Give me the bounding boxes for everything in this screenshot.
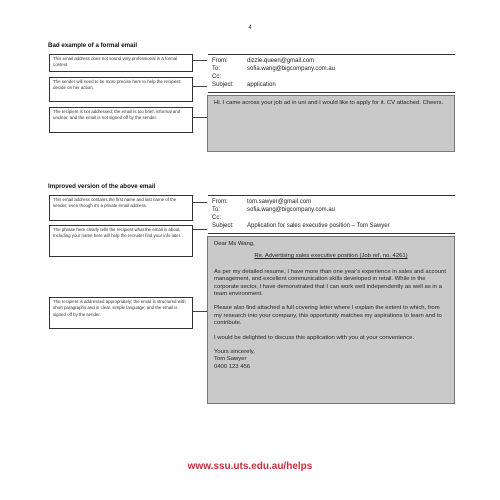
connector-line [193,86,207,87]
to-value: sofia.wang@bigcompany.com.au [247,207,336,213]
subject-label: Subject: [212,82,234,88]
connector-line [193,202,207,203]
email-signoff: Yours sincerely, [214,349,255,356]
email-sender-name: Tom Sawyer [214,356,247,363]
bad-to-row [212,66,335,72]
bad-example-title: Bad example of a formal email [48,42,138,49]
subject-value: application [247,82,276,88]
bad-note-body: The recipient is not addressed; the email is too brief, informal and unclear; and the email is not signed off by the sender. [49,107,193,133]
good-from-row [212,199,311,205]
to-value: sofia.wang@bigcompany.com.au [247,66,336,72]
good-example-title: Improved version of the above email [48,183,156,190]
bad-subject-row [212,82,276,88]
bad-note-email-address: This email address does not sound very professional in a formal context. [49,54,193,72]
connector-line [193,229,207,230]
email-paragraph-1: As per my detailed resume, I have more than one year's experience in sales and account management, and excellent communication skills developed in retail. While in the corporate sector, I have demonstrated that I can work well independently as well as in a team environment. [214,268,446,298]
bad-cc-row [212,74,247,80]
subject-label: Subject: [212,223,234,229]
bad-from-row [212,58,314,64]
email-paragraph-2: Please also find attached a full covering letter where I explain the extent to which, from my research into your company, this opportunity matches my aspirations to learn and to contribute. [214,305,442,327]
connector-line [193,117,207,118]
email-reference-line: Re. Advertising sales executive position (Job ref. no. 4261) [254,253,408,260]
from-value: tom.sawyer@gmail.com [247,199,312,205]
from-label: From: [212,58,228,64]
email-header-rule [208,92,455,93]
good-note-email-address: This email address contains the first name and last name of the sender, even though it's a private email address. [49,195,193,221]
good-subject-row [212,223,390,229]
to-label: To: [212,66,221,72]
cc-label: Cc: [212,215,221,221]
email-sender-phone: 0400 123 456 [214,363,251,370]
from-label: From: [212,199,228,205]
cc-label: Cc: [212,74,221,80]
good-email-body [207,236,455,404]
good-note-body: The recipient is addressed appropriately; the email is structured with short paragraphs and in clear, simple language; and the email is signed off by the sender. [49,297,193,329]
connector-line [193,311,207,312]
email-header-rule [208,233,455,234]
good-to-row [212,207,335,213]
email-header-rule [208,54,455,55]
to-label: To: [212,207,221,213]
good-cc-row [212,215,247,221]
bad-email-body-text: Hi. I came across your job ad in uni and I would like to apply for it. CV attached. Cheers. [214,100,444,106]
footer-url-link[interactable]: www.ssu.uts.edu.au/helps [187,461,313,472]
email-paragraph-3: I would be delighted to discuss this application with you at your convenience. [214,334,415,341]
subject-value: Application for sales executive position – Tom Sawyer [247,223,390,229]
email-header-rule [208,195,455,196]
good-note-subject: The phrase here clearly tells the recipient what the email is about. Including your name here will help the recruiter find your info later. [49,225,193,257]
email-salutation: Dear Ms Wang, [214,241,255,247]
from-value: dizzie.queen@gmail.com [247,58,315,64]
bad-email-body [207,95,455,152]
connector-line [193,60,207,61]
page-number: 4 [248,25,252,31]
bad-note-subject: The sender will need to be more precise here to help the recipient decide on her action. [49,77,193,102]
